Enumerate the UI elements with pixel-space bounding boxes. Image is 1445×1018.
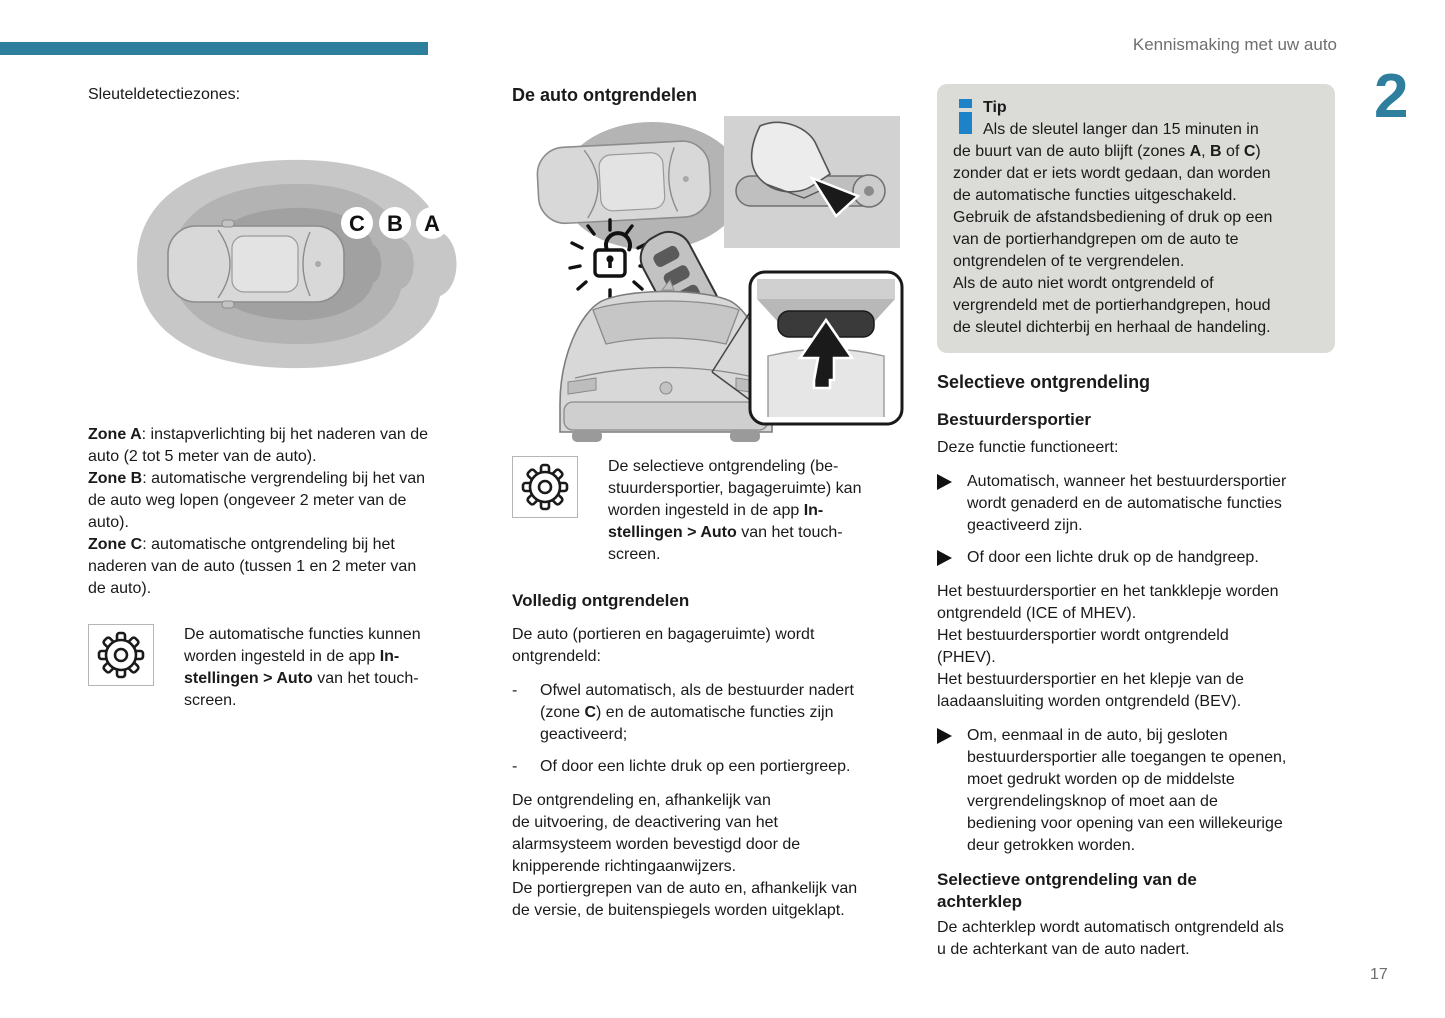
svg-text:B: B [387,211,403,236]
column-middle [512,84,912,922]
settings-gear-icon [512,456,578,518]
chapter-number: 2 [1374,62,1409,131]
list-item [512,756,912,778]
top-view-car-front [536,140,712,225]
settings-note-text: De selectieve ontgrendeling (be- stuurdersportier, bagageruimte) kan worden ingesteld in de app In- stellingen > Auto van het touch- screen. [608,458,862,563]
settings-gear-icon [88,624,154,686]
tip-title: Tip [983,99,1007,116]
function-intro: Deze functie functioneert: [937,439,1119,456]
svg-text:A: A [424,211,440,236]
full-unlock-title: Volledig ontgrendelen [512,591,690,610]
door-handle-photo [724,116,900,248]
triangle-bullet-icon [937,471,967,537]
top-view-car [168,220,344,308]
column-right [937,84,1339,961]
tip-box [937,84,1335,353]
header-rule [0,42,428,55]
info-icon [959,99,972,134]
zones-intro: Sleuteldetectiezones: [88,86,241,103]
chapter-header: Kennismaking met uw auto [1132,35,1337,54]
zone-a-text: Zone A: instapverlichting bij het naderen van de auto (2 tot 5 meter van de auto). [88,426,429,465]
zone-label-a [416,207,448,239]
list-item [512,680,912,746]
full-unlock-list [512,680,912,778]
tip-text: Als de sleutel langer dan 15 minuten in de buurt van de auto blijft (zones A, B of C) zonder dat er iets wordt gedaan, dan worden de automatische functies uitgeschakeld. Gebruik de afstandsbediening of druk op een van de portierhandgrepen om de auto te ontgrendelen of te vergrendelen. Als de auto niet wordt ontgrendeld of vergrendeld met de portierhandgrepen, houd de sleutel dichterbij en herhaal de handeling. [953,121,1273,336]
tailgate-section-title: Selectieve ontgrendeling van de achterklep [937,870,1197,911]
zone-label-b [379,207,411,239]
key-detection-zones-diagram [88,124,480,402]
dash-bullet: - [512,758,518,775]
zone-label-c [341,207,373,239]
settings-note-text: De automatische functies kunnen worden ingesteld in de app In- stellingen > Auto van het touch- screen. [184,626,421,709]
driver-door-title: Bestuurdersportier [937,410,1091,429]
list-item-text: Of door een lichte druk op de handgreep. [967,549,1259,566]
selective-unlock-title: Selectieve ontgrendeling [937,372,1151,392]
unlock-modes-text: Het bestuurdersportier en het tankklepje worden ontgrendeld (ICE of MHEV). Het bestuurdersportier wordt ontgrendeld (PHEV). Het bestuurdersportier en het klepje van de laadaansluiting worden ontgrendeld (BEV). [937,583,1279,710]
full-unlock-intro: De auto (portieren en bagageruimte) wordt ontgrendeld: [512,626,815,665]
list-item-text: Of door een lichte druk op een portiergreep. [540,758,851,775]
list-item-text: Ofwel automatisch, als de bestuurder nadert (zone C) en de automatische functies zijn geactiveerd; [540,682,854,743]
triangle-bullet-icon [937,547,967,569]
settings-note-row [512,456,912,566]
list-item [937,547,1339,569]
column-left [88,84,488,712]
dash-bullet: - [512,682,518,699]
driver-door-list [937,471,1339,569]
tailgate-detail [750,272,902,424]
svg-text:C: C [349,211,365,236]
triangle-bullet-icon [937,725,967,857]
full-unlock-closing: De ontgrendeling en, afhankelijk van de uitvoering, de deactivering van het alarmsysteem worden bevestigd door de knipperende richtingaanwijzers. De portiergrepen van de auto en, afhankelijk van de versie, de buitenspiegels worden uitgeklapt. [512,792,858,919]
list-item [937,471,1339,537]
page-number: 17 [1370,966,1388,983]
list-item [937,725,1339,857]
zone-c-text: Zone C: automatische ontgrendeling bij het naderen van de auto (tussen 1 en 2 meter van de auto). [88,536,417,597]
tailgate-section-text: De achterklep wordt automatisch ontgrendeld als u de achterkant van de auto nadert. [937,919,1284,958]
unlock-section-title: De auto ontgrendelen [512,85,698,105]
list-item-text: Automatisch, wanneer het bestuurdersportier wordt genaderd en de automatische functies geactiveerd zijn. [967,473,1287,534]
settings-note-row [88,624,488,712]
open-all-list [937,725,1339,857]
list-item-text: Om, eenmaal in de auto, bij gesloten bestuurdersportier alle toegangen te openen, moet gedrukt worden op de middelste vergrendelingsknop of moet aan de bediening voor opening van een willekeurige deur getrokken worden. [967,727,1287,854]
car-rear-view [560,280,772,442]
zone-descriptions [88,424,488,600]
zone-b-text: Zone B: automatische vergrendeling bij het van de auto weg lopen (ongeveer 2 meter van de auto). [88,470,426,531]
unlock-illustration [512,114,908,444]
